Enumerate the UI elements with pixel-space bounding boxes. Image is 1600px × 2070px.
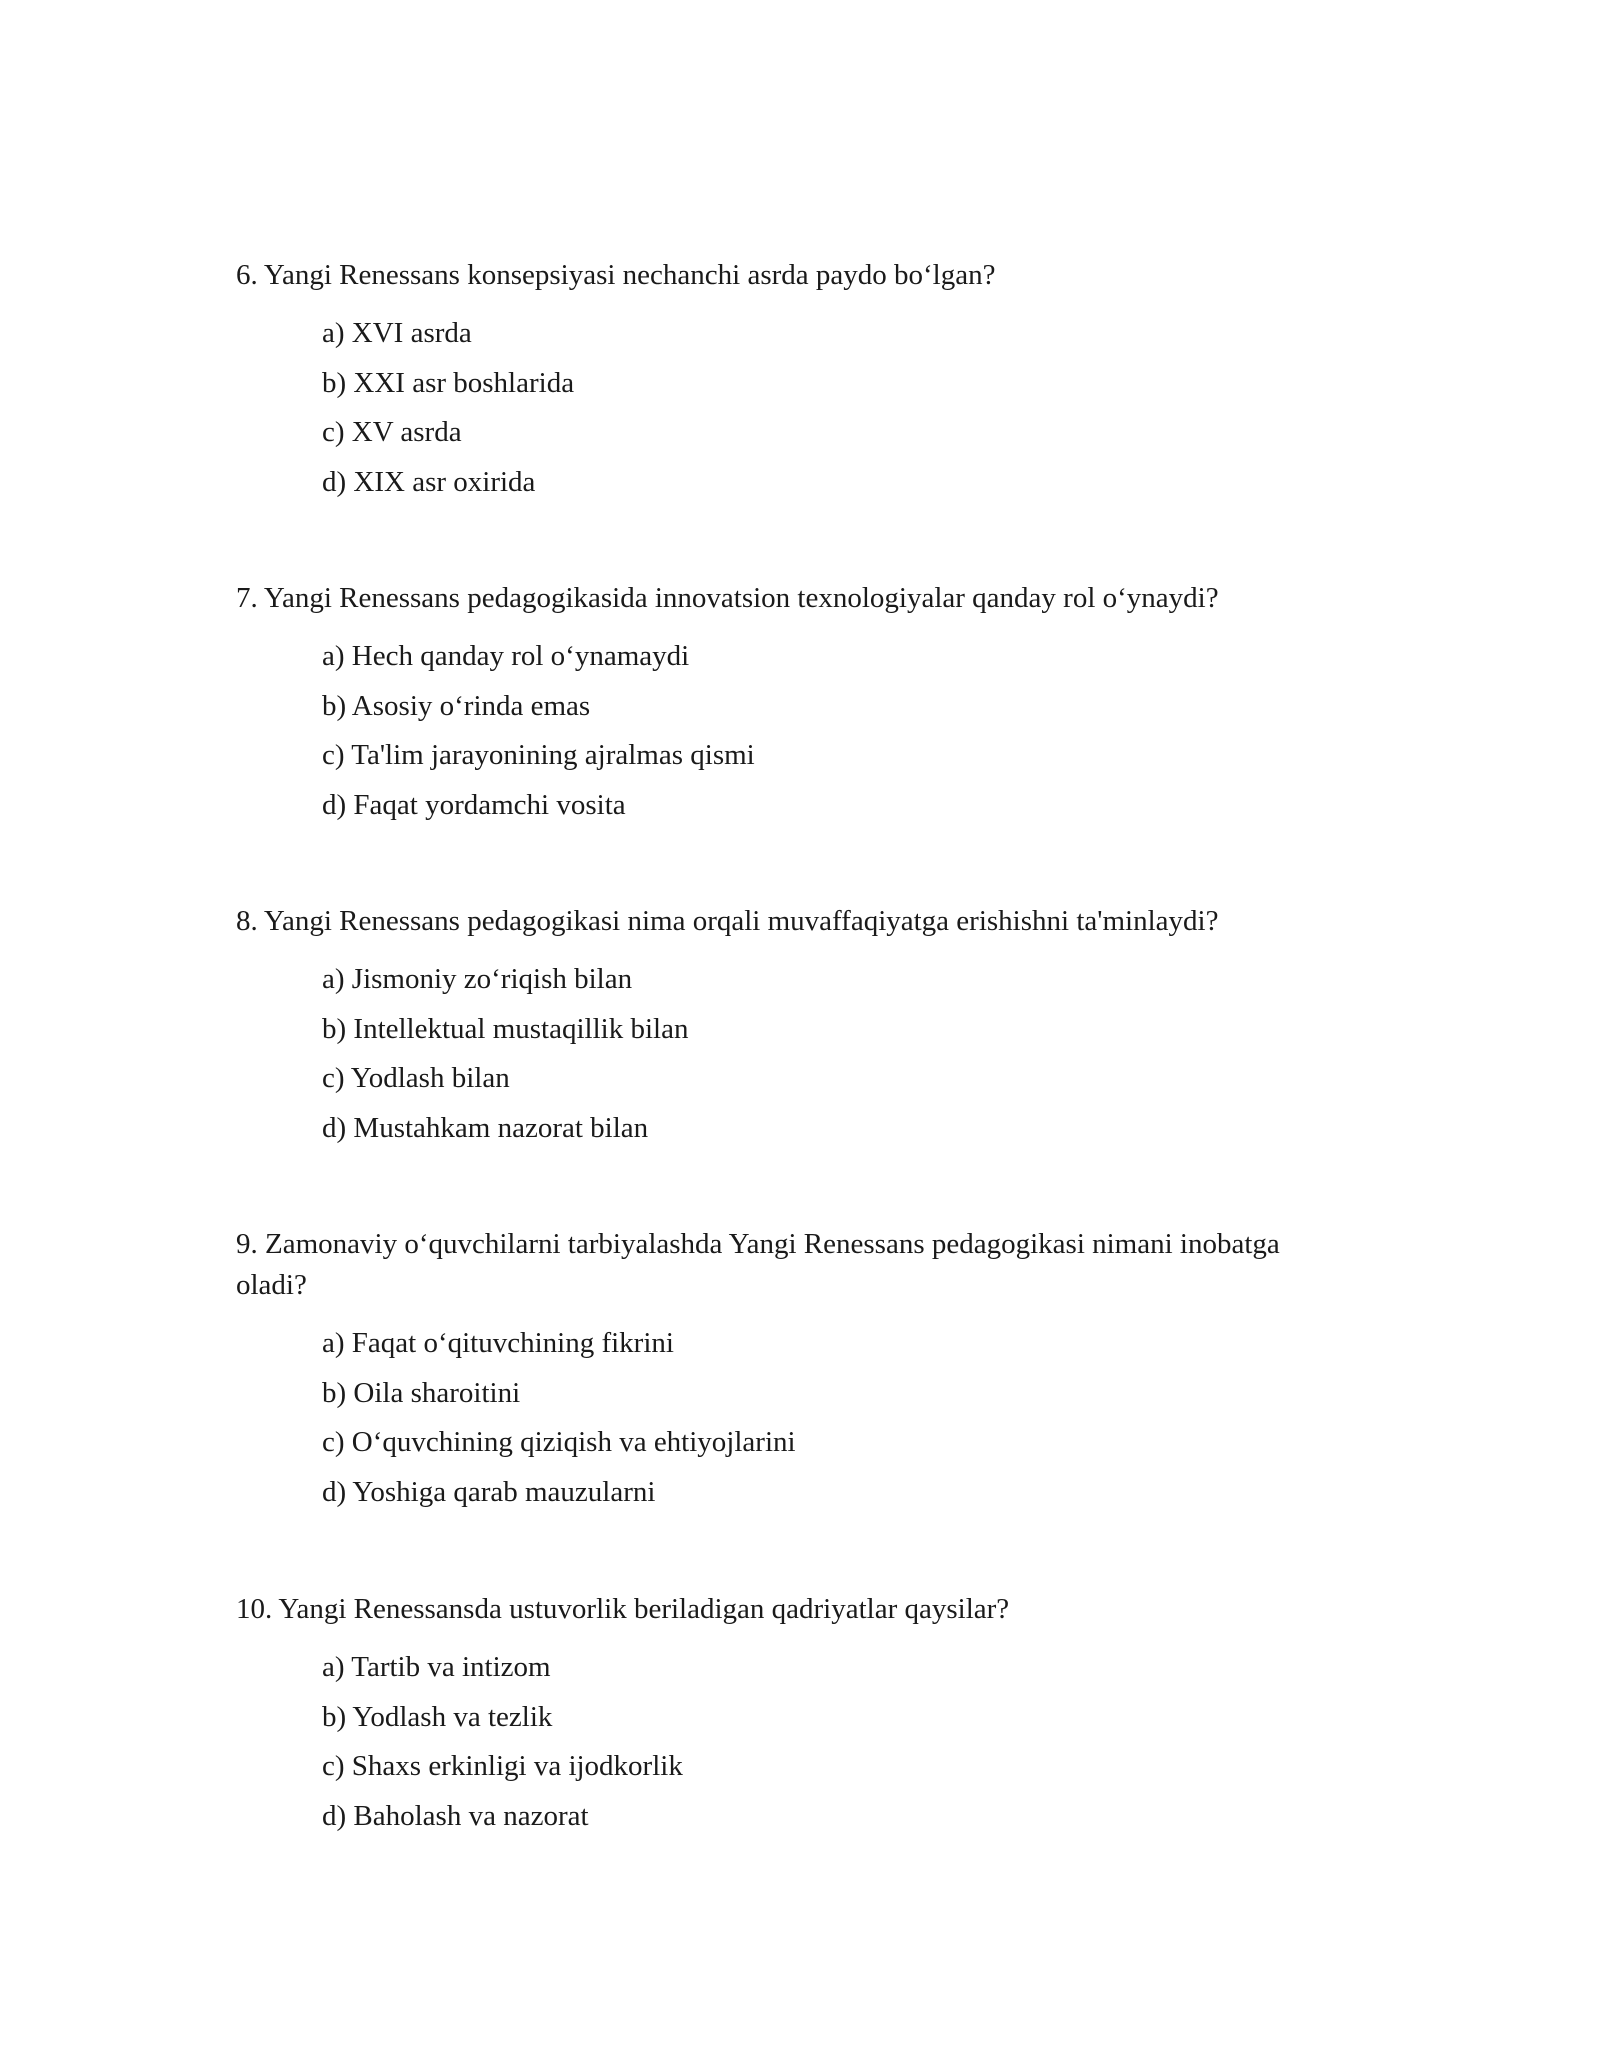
option-b: b) Asosiy o‘rinda emas: [322, 689, 591, 722]
option-a: a) Jismoniy zo‘riqish bilan: [322, 963, 633, 995]
question-8: [236, 901, 1336, 1153]
question-6: [236, 255, 1336, 507]
option-b: b) Intellektual mustaqillik bilan: [322, 1012, 689, 1045]
option-d: d) XIX asr oxirida: [322, 465, 536, 498]
option-c: c) XV asrda: [322, 416, 462, 448]
option-a: a) Faqat o‘qituvchining fikrini: [322, 1327, 674, 1359]
option-a: a) Hech qanday rol o‘ynamaydi: [322, 640, 690, 672]
question-text: 6. Yangi Renessans konsepsiyasi nechanchi asrda paydo bo‘lgan?: [236, 259, 996, 291]
question-text: 7. Yangi Renessans pedagogikasida innovatsion texnologiyalar qanday rol o‘ynaydi?: [236, 582, 1219, 614]
option-d: d) Yoshiga qarab mauzularni: [322, 1475, 656, 1508]
option-d: d) Faqat yordamchi vosita: [322, 788, 626, 821]
option-b: b) Yodlash va tezlik: [322, 1700, 553, 1733]
option-c: c) Yodlash bilan: [322, 1062, 510, 1094]
option-c: c) O‘quvchining qiziqish va ehtiyojlarini: [322, 1426, 796, 1458]
answer-options: [236, 632, 1336, 830]
answer-options: [236, 309, 1336, 507]
answer-options: [236, 1319, 1336, 1517]
question-7: [236, 578, 1336, 830]
question-10: [236, 1589, 1336, 1841]
question-text: 8. Yangi Renessans pedagogikasi nima orqali muvaffaqiyatga erishishni ta'minlaydi?: [236, 905, 1219, 937]
question-text: 10. Yangi Renessansda ustuvorlik beriladigan qadriyatlar qaysilar?: [236, 1593, 1010, 1625]
option-b: b) Oila sharoitini: [322, 1376, 521, 1409]
option-a: a) XVI asrda: [322, 317, 472, 349]
question-text: 9. Zamonaviy o‘quvchilarni tarbiyalashda Yangi Renessans pedagogikasi nimani inobatga oladi?: [236, 1228, 1280, 1301]
option-a: a) Tartib va intizom: [322, 1651, 551, 1683]
answer-options: [236, 955, 1336, 1153]
question-9: [236, 1224, 1336, 1517]
answer-options: [236, 1643, 1336, 1841]
option-c: c) Shaxs erkinligi va ijodkorlik: [322, 1750, 683, 1782]
option-c: c) Ta'lim jarayonining ajralmas qismi: [322, 739, 755, 771]
option-d: d) Baholash va nazorat: [322, 1799, 589, 1832]
option-b: b) XXI asr boshlarida: [322, 366, 575, 399]
option-d: d) Mustahkam nazorat bilan: [322, 1111, 649, 1144]
